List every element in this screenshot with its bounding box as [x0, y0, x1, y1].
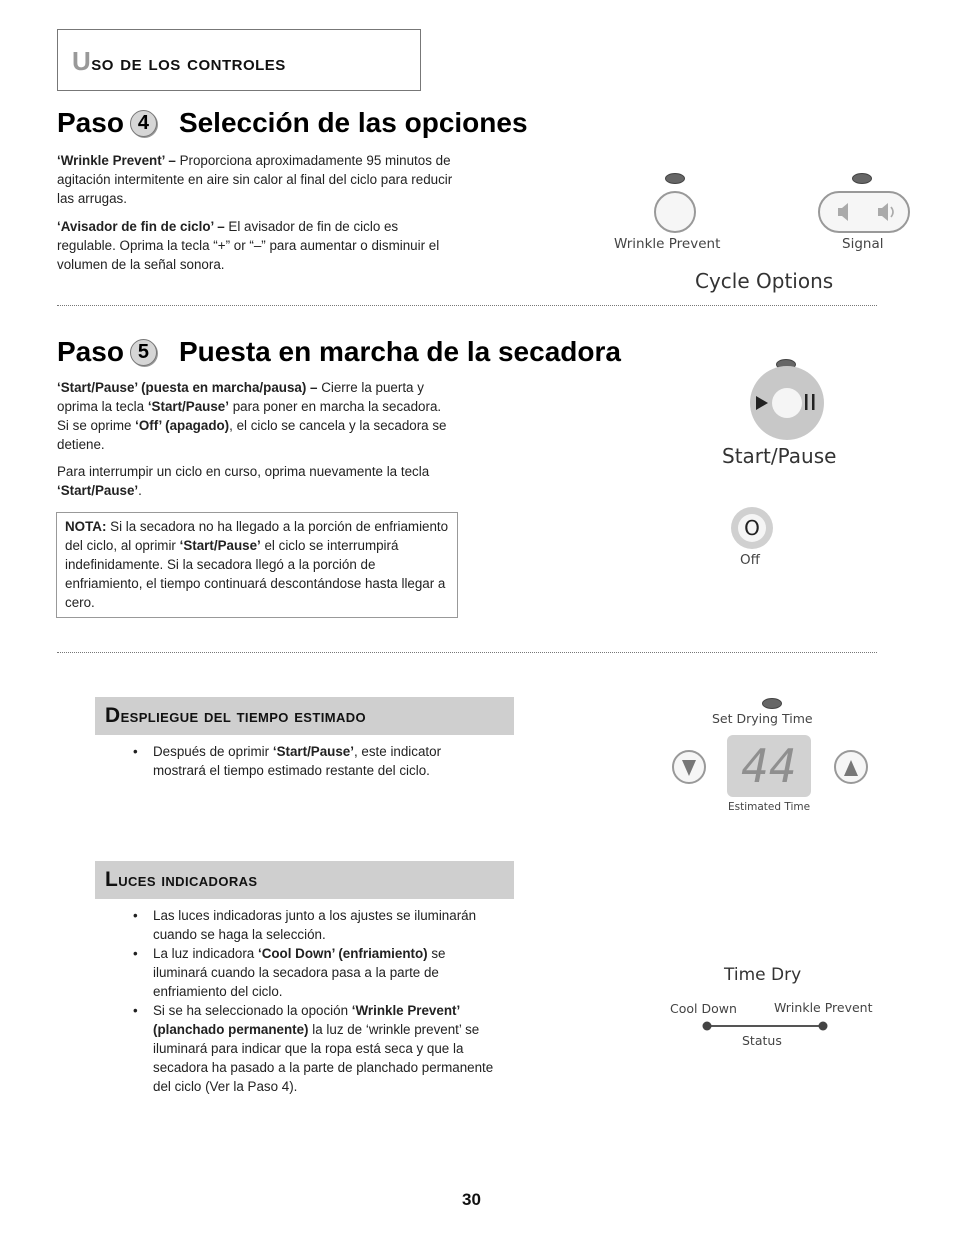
off-button[interactable] — [731, 507, 773, 549]
speaker-icon — [820, 193, 908, 231]
start-pause-label: Start/Pause — [722, 444, 837, 468]
estimated-time-section-title: Despliegue del tiempo estimado — [95, 697, 514, 735]
signal-button[interactable] — [818, 191, 910, 233]
power-off-icon: O — [738, 514, 766, 542]
section-header-box — [57, 29, 421, 91]
arrow-down-icon — [674, 752, 704, 782]
start-pause-paragraph: ‘Start/Pause’ (puesta en marcha/pausa) – Cierre la puerta y oprima la tecla ‘Start/Pause’ para poner en marcha la secadora. Si se oprime ‘Off’ (apagado), el ciclo se cancela y la secadora se detiene. — [57, 380, 447, 452]
interrupt-paragraph: Para interrumpir un ciclo en curso, oprima nuevamente la tecla ‘Start/Pause’. — [57, 464, 430, 498]
signal-paragraph: ‘Avisador de fin de ciclo’ – El avisador de fin de ciclo es regulable. Oprima la tecla “+” or “–” para aumentar o disminuir el volumen de la señal sonora. — [57, 219, 440, 272]
step4-heading: Paso 4 Selección de las opciones — [57, 107, 528, 138]
off-label: Off — [740, 552, 760, 568]
indicator-lights-list — [133, 906, 501, 1096]
decrease-time-button[interactable] — [672, 750, 706, 784]
arrow-up-icon — [836, 752, 866, 782]
set-drying-time-label: Set Drying Time — [712, 711, 813, 726]
divider — [57, 652, 877, 653]
wrinkle-prevent-led — [665, 173, 685, 184]
step5-number-badge: 5 — [130, 339, 157, 366]
note-box: NOTA: Si la secadora no ha llegado a la porción de enfriamiento del ciclo, al oprimir ‘Start/Pause’ el ciclo se interrumpirá indefinidamente. Si la secadora llegó a la porción de enfriamiento, el tiempo continuará descontándose hasta llegar a cero. — [56, 512, 458, 618]
list-item: • Si se ha seleccionado la opoción ‘Wrinkle Prevent’ (planchado permanente) la luz de ‘wrinkle prevent’ se iluminará para indicar que la ropa está seca y que la secadora ha pasado a la parte de planchado permanente del ciclo (Ver la Paso 4). — [133, 1001, 501, 1096]
time-display-value: 44 — [741, 739, 797, 793]
section-header-title: Uso de los controles — [72, 46, 286, 76]
increase-time-button[interactable] — [834, 750, 868, 784]
status-label: Status — [742, 1033, 782, 1048]
wrinkle-prevent-status-led — [819, 1022, 828, 1031]
time-dry-label: Time Dry — [724, 965, 802, 985]
cycle-options-label: Cycle Options — [695, 269, 834, 293]
list-item: • Las luces indicadoras junto a los ajustes se iluminarán cuando se haga la selección. — [133, 906, 501, 944]
cool-down-status-led — [703, 1022, 712, 1031]
divider — [57, 305, 877, 306]
signal-label: Signal — [842, 236, 884, 252]
step5-heading: Paso 5 Puesta en marcha de la secadora — [57, 336, 621, 367]
status-indicator-line — [700, 1019, 840, 1033]
indicator-lights-section-title: Luces indicadoras — [95, 861, 514, 899]
wrinkle-prevent-label: Wrinkle Prevent — [614, 236, 721, 252]
wrinkle-prevent-button[interactable] — [654, 191, 696, 233]
step4-number-badge: 4 — [130, 110, 157, 137]
list-item: • Después de oprimir ‘Start/Pause’, este indicator mostrará el tiempo estimado restante del ciclo. — [133, 742, 493, 780]
wrinkle-prevent-paragraph: ‘Wrinkle Prevent’ – Proporciona aproximadamente 95 minutos de agitación intermitente en aire sin calor al final del ciclo para reducir las arrugas. — [57, 153, 453, 206]
set-drying-time-led — [762, 698, 782, 709]
signal-led — [852, 173, 872, 184]
play-pause-icon — [750, 366, 824, 440]
estimated-time-label: Estimated Time — [728, 801, 811, 813]
list-item: • La luz indicadora ‘Cool Down’ (enfriamiento) se iluminará cuando la secadora pasa a la parte de enfriamiento del ciclo. — [133, 944, 501, 1001]
estimated-time-list — [133, 742, 493, 780]
page-number: 30 — [462, 1190, 481, 1209]
cool-down-label: Cool Down — [670, 1001, 737, 1016]
wrinkle-prevent-status-label: Wrinkle Prevent — [774, 1000, 873, 1015]
time-display — [727, 735, 811, 797]
start-pause-button[interactable] — [750, 366, 824, 440]
